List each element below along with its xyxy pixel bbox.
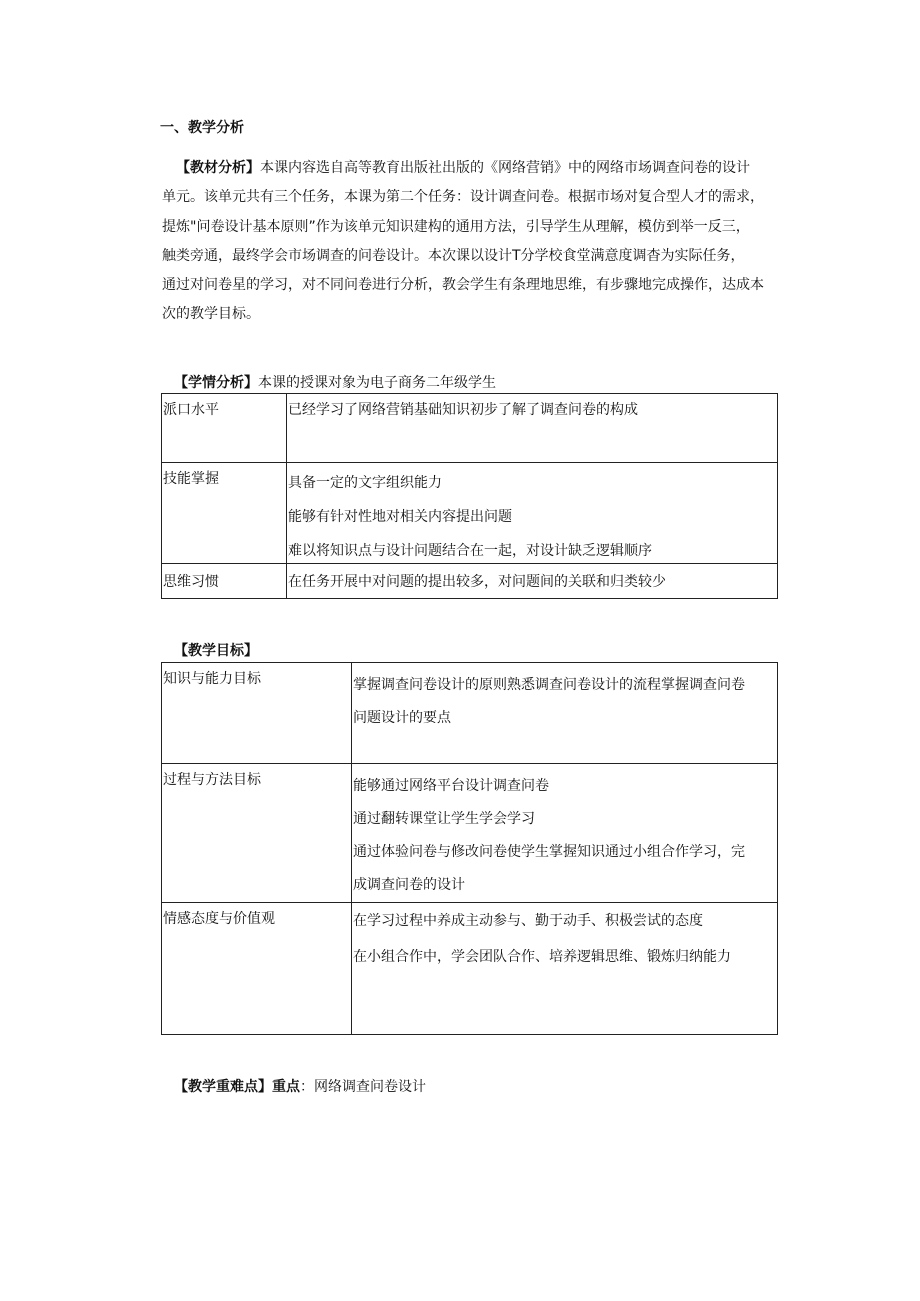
row-label: 派口水平 bbox=[163, 402, 219, 418]
key-points-line bbox=[174, 1076, 426, 1096]
paragraph-line: 次的教学目标。 bbox=[162, 306, 260, 323]
row-content bbox=[287, 463, 777, 563]
row-label: 情感态度与价值观 bbox=[163, 911, 275, 927]
row-content bbox=[352, 764, 777, 902]
content-line: 具备一定的文字组织能力 bbox=[288, 475, 442, 491]
textbook-analysis-label: 【教材分析】 bbox=[176, 160, 260, 176]
paragraph-line: 通过对问卷星的学习，对不同问卷进行分析，教会学生有条理地思维，有步骤地完成操作，达成本 bbox=[162, 277, 764, 294]
row-label: 思维习惯 bbox=[163, 574, 219, 590]
teaching-objectives-table bbox=[161, 662, 778, 1035]
student-analysis-label: 【学情分析】 bbox=[174, 375, 258, 391]
row-content bbox=[352, 663, 777, 735]
content-line: 能够有针对性地对相关内容提出问题 bbox=[288, 509, 512, 525]
content-line: 在学习过程中养成主动参与、勤于动手、积极尝试的态度 bbox=[353, 913, 703, 929]
table-row bbox=[162, 663, 778, 764]
key-label: 重点 bbox=[272, 1079, 300, 1095]
row-content bbox=[352, 903, 777, 975]
row-label: 知识与能力目标 bbox=[163, 671, 261, 687]
row-content: 在任务开展中对问题的提出较多，对问题间的关联和归类较少 bbox=[288, 574, 666, 590]
table-row bbox=[162, 564, 778, 599]
content-line: 难以将知识点与设计问题结合在一起，对设计缺乏逻辑顺序 bbox=[288, 543, 652, 559]
teaching-objectives-title: 【教学目标】 bbox=[174, 643, 258, 659]
row-label: 技能掌握 bbox=[163, 471, 219, 487]
content-line: 掌握调查问卷设计的原则熟悉调查问卷设计的流程掌握调查问卷 bbox=[353, 677, 745, 693]
content-line: 在小组合作中，学会团队合作、培养逻辑思维、锻炼归纳能力 bbox=[353, 949, 731, 965]
row-label: 过程与方法目标 bbox=[163, 772, 261, 788]
paragraph-line: 本课内容选自高等教育出版社出版的《网络营销》中的网络市场调查问卷的设计 bbox=[260, 160, 750, 176]
content-line: 问题设计的要点 bbox=[353, 710, 451, 726]
table-row bbox=[162, 903, 778, 1035]
key-points-label: 【教学重难点】 bbox=[174, 1079, 272, 1095]
content-line: 成调查问卷的设计 bbox=[353, 877, 465, 893]
row-content: 已经学习了网络营销基础知识初步了解了调查问卷的构成 bbox=[288, 402, 638, 418]
student-analysis-text: 本课的授课对象为电子商务二年级学生 bbox=[258, 375, 496, 391]
paragraph-line: 提炼"问卷设计基本原则”作为该单元知识建构的通用方法，引导学生从理解，模仿到举一反三， bbox=[162, 218, 750, 235]
content-line: 通过翻转课堂让学生学会学习 bbox=[353, 811, 535, 827]
paragraph-line: 触类旁通，最终学会市场调查的问卷设计。本次课以设计T分学校食堂满意度调杳为实际任务， bbox=[162, 247, 745, 264]
student-analysis-table bbox=[161, 393, 778, 599]
key-text: ：网络调查问卷设计 bbox=[300, 1079, 426, 1095]
teaching-objectives-label bbox=[174, 640, 258, 660]
content-line: 通过体验问卷与修改问卷使学生掌握知识通过小组合作学习，完 bbox=[353, 844, 745, 860]
paragraph-line: 单元。该单元共有三个任务，本课为第二个任务：设计调查问卷。根据市场对复合型人才的需求， bbox=[162, 189, 764, 206]
table-row bbox=[162, 463, 778, 564]
table-row bbox=[162, 764, 778, 903]
section-heading: 一、教学分析 bbox=[160, 120, 244, 136]
textbook-analysis-paragraph bbox=[162, 154, 790, 330]
content-line: 能够通过网络平台设计调查问卷 bbox=[353, 778, 549, 794]
table-row bbox=[162, 394, 778, 463]
student-analysis-caption bbox=[174, 372, 496, 392]
